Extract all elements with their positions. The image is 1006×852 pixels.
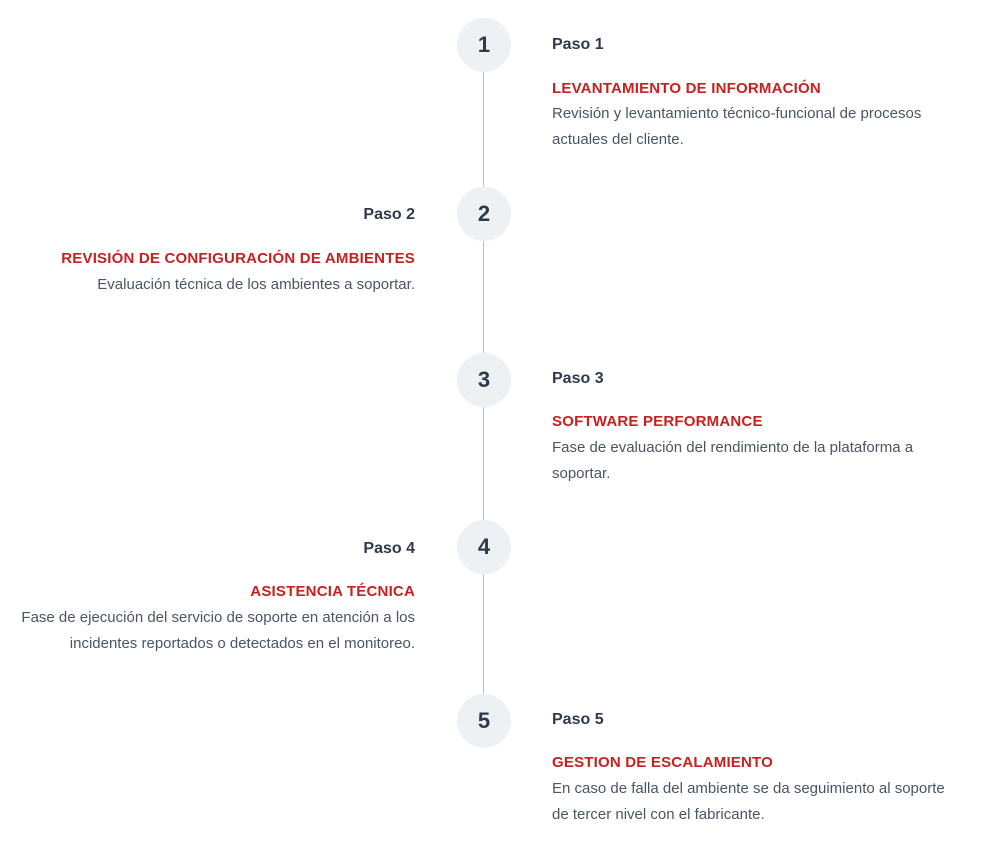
step-2-label: Paso 2 bbox=[363, 206, 415, 223]
step-5-description: En caso de falla del ambiente se da seguimiento al soporte de tercer nivel con el fabricante. bbox=[552, 780, 945, 823]
step-1-number-circle: 1 bbox=[457, 18, 511, 72]
step-4-description: Fase de ejecución del servicio de soporte en atención a los incidentes reportados o detectados en el monitoreo. bbox=[21, 609, 415, 652]
step-4-number-circle: 4 bbox=[457, 520, 511, 574]
step-2-title: REVISIÓN DE CONFIGURACIÓN DE AMBIENTES bbox=[61, 250, 415, 267]
step-5-label: Paso 5 bbox=[552, 711, 604, 728]
step-3-title: SOFTWARE PERFORMANCE bbox=[552, 413, 763, 430]
step-2-description: Evaluación técnica de los ambientes a soportar. bbox=[97, 276, 415, 293]
step-5-title: GESTION DE ESCALAMIENTO bbox=[552, 754, 774, 771]
step-3-number-circle: 3 bbox=[457, 353, 511, 407]
step-5-number-circle: 5 bbox=[457, 694, 511, 748]
step-4-title: ASISTENCIA TÉCNICA bbox=[250, 583, 415, 600]
step-1-title: LEVANTAMIENTO DE INFORMACIÓN bbox=[552, 80, 821, 97]
step-2-number-circle: 2 bbox=[457, 187, 511, 241]
step-1-label: Paso 1 bbox=[552, 36, 604, 53]
step-3-description: Fase de evaluación del rendimiento de la plataforma a soportar. bbox=[552, 439, 914, 482]
step-1-description: Revisión y levantamiento técnico-funcional de procesos actuales del cliente. bbox=[552, 105, 922, 148]
step-4-label: Paso 4 bbox=[363, 540, 415, 557]
step-3-label: Paso 3 bbox=[552, 370, 604, 387]
